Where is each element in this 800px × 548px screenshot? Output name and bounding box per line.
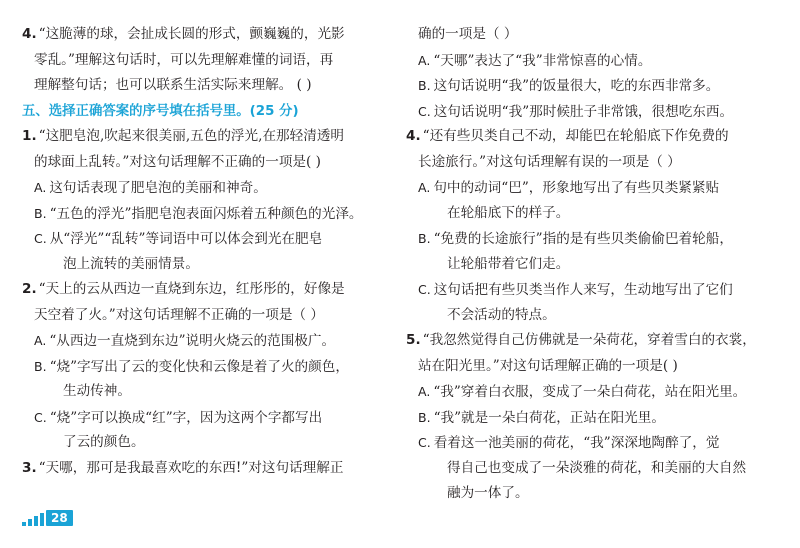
option-label: B. [418, 231, 431, 246]
option-b [406, 226, 781, 252]
option-text: “天哪”表达了“我”非常惊喜的心情。 [433, 52, 652, 69]
option-text: 这句话说明“我”的饭量很大，吃的东西非常多。 [433, 78, 720, 94]
option-b [406, 73, 781, 99]
question-number: 5. [406, 332, 421, 348]
question-1-line: 的球面上乱转。”对这句话理解不正确的一项是( ) [34, 153, 321, 170]
section-title: 五、选择正确答案的序号填在括号里。(25 分) [22, 103, 299, 119]
option-text: 从“浮光”“乱转”等词语中可以体会到光在肥皂 [49, 231, 323, 247]
question-text: “还有些贝类自己不动，却能巴在轮船底下作免费的 [422, 128, 729, 144]
question-text: “这脆薄的球，会扯成长圆的形式，颤巍巍的，光影 [38, 26, 345, 42]
option-text: 看着这一池美丽的荷花，“我”深深地陶醉了，觉 [433, 435, 720, 451]
option-b [22, 354, 394, 380]
option-text: “我”穿着白衣服，变成了一朵白荷花，站在阳光里。 [433, 384, 747, 400]
question-1-line [22, 124, 394, 150]
option-label: C. [418, 282, 431, 297]
option-label: C. [418, 435, 431, 450]
option-text: “我”就是一朵白荷花，正站在阳光里。 [433, 409, 665, 426]
option-label: A. [418, 52, 431, 68]
question-text: “这肥皂泡,吹起来很美丽,五色的浮光,在那轻清透明 [38, 128, 345, 144]
option-c [22, 226, 394, 252]
option-c-cont: 得自己也变成了一朵淡雅的荷花，和美丽的大自然 [447, 459, 747, 476]
option-label: A. [418, 180, 431, 195]
question-text: “我忽然觉得自己仿佛就是一朵荷花，穿着雪白的衣裳， [422, 332, 756, 348]
option-text: “烧”字可以换成“红”字，因为这两个字都写出 [49, 409, 323, 426]
option-text: “烧”字写出了云的变化快和云像是着了火的颜色， [49, 358, 349, 375]
question-number: 3. [22, 459, 37, 476]
option-label: A. [34, 180, 47, 195]
question-4-line [22, 22, 394, 48]
option-a [406, 175, 781, 201]
question-number: 2. [22, 281, 37, 297]
option-a-cont: 在轮船底下的样子。 [447, 204, 570, 221]
right-column [406, 22, 781, 507]
question-4-line [406, 124, 781, 150]
question-4-line: 长途旅行。”对这句话理解有误的一项是（ ） [418, 153, 681, 170]
option-b-cont: 生动传神。 [63, 383, 131, 399]
option-a [22, 328, 394, 354]
option-c-cont: 融为一体了。 [447, 485, 529, 501]
option-c-cont: 不会活动的特点。 [447, 306, 556, 323]
page-badge-bars-icon [22, 513, 44, 526]
option-label: A. [418, 384, 431, 399]
option-label: B. [418, 409, 431, 425]
option-text: 这句话把有些贝类当作人来写，生动地写出了它们 [433, 282, 733, 298]
question-5-line: 站在阳光里。”对这句话理解正确的一项是( ) [418, 357, 678, 374]
option-text: “从西边一直烧到东边”说明火烧云的范围极广。 [49, 333, 336, 349]
page-number: 28 [46, 510, 73, 526]
question-number: 4. [22, 26, 37, 42]
option-a [406, 379, 781, 405]
option-label: B. [34, 205, 47, 221]
option-b-cont: 让轮船带着它们走。 [447, 255, 570, 272]
option-label: C. [418, 103, 431, 119]
option-text: “免费的长途旅行”指的是有些贝类偷偷巴着轮船， [433, 231, 733, 247]
question-3-cont: 确的一项是（ ） [418, 26, 518, 42]
option-text: 这句话表现了肥皂泡的美丽和神奇。 [49, 180, 267, 196]
option-c [22, 405, 394, 431]
question-2-line: 天空着了火。”对这句话理解不正确的一项是（ ） [34, 306, 324, 323]
option-c [406, 99, 781, 125]
option-text: 句中的动词“巴”，形象地写出了有些贝类紧紧贴 [433, 180, 720, 196]
option-c [406, 277, 781, 303]
option-a [406, 48, 781, 74]
option-c-cont: 泡上流转的美丽情景。 [63, 255, 199, 272]
left-column [22, 22, 394, 481]
question-text: “天上的云从西边一直烧到东边，红彤彤的，好像是 [38, 281, 345, 297]
question-5-line [406, 328, 781, 354]
question-text: “天哪，那可是我最喜欢吃的东西!”对这句话理解正 [38, 459, 344, 476]
option-b [22, 201, 394, 227]
option-b [406, 405, 781, 431]
option-label: A. [34, 333, 47, 348]
page-badge [22, 510, 73, 526]
option-label: B. [34, 358, 47, 374]
option-c [406, 430, 781, 456]
option-label: C. [34, 231, 47, 246]
question-3-line [22, 456, 394, 482]
question-2-line [22, 277, 394, 303]
option-c-cont: 了云的颜色。 [63, 434, 145, 450]
option-label: B. [418, 78, 431, 93]
question-4-line: 零乱。”理解这句话时，可以先理解难懂的词语，再 [34, 51, 334, 68]
question-number: 4. [406, 128, 421, 144]
option-label: C. [34, 409, 47, 425]
option-text: “五色的浮光”指肥皂泡表面闪烁着五种颜色的光泽。 [49, 205, 363, 222]
option-a [22, 175, 394, 201]
option-text: 这句话说明“我”那时候肚子非常饿，很想吃东西。 [433, 103, 734, 120]
question-4-line: 理解整句话；也可以联系生活实际来理解。 ( ) [34, 77, 312, 93]
question-number: 1. [22, 128, 37, 144]
